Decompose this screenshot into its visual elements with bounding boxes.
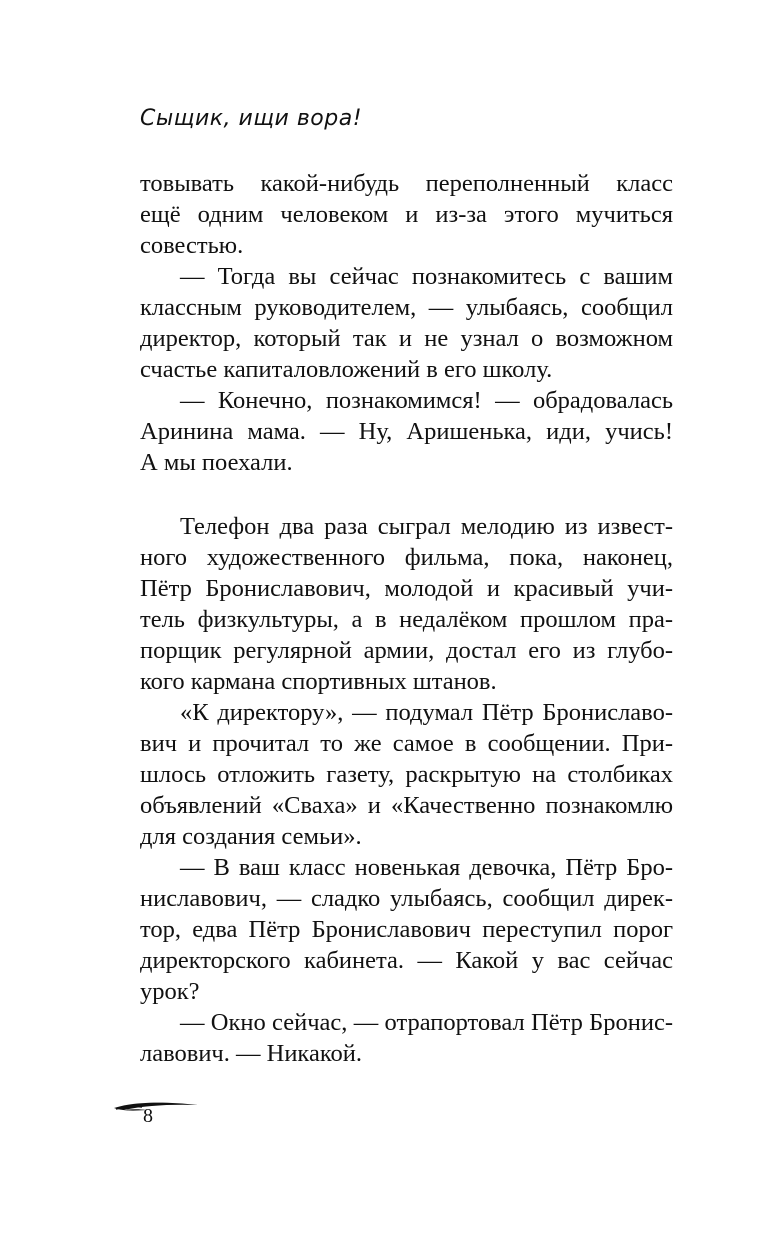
text-line: тор, едва Пётр Брониславович переступил порог	[140, 916, 673, 943]
text-line: директорского кабинета. — Какой у вас сейчас	[140, 947, 673, 974]
text-line: — В ваш класс новенькая девочка, Пётр Бро-	[180, 854, 673, 881]
text-line: лавович. — Никакой.	[140, 1040, 362, 1067]
text-line: товывать какой-нибудь переполненный класс	[140, 170, 673, 197]
text-line: Телефон два раза сыграл мелодию из извест-	[180, 513, 673, 540]
text-line: кого кармана спортивных штанов.	[140, 668, 497, 695]
text-line: ного художественного фильма, пока, наконец,	[140, 544, 673, 571]
text-line: классным руководителем, — улыбаясь, сообщил	[140, 294, 673, 321]
text-line: вич и прочитал то же самое в сообщении. При-	[140, 730, 673, 757]
text-line: «К директору», — подумал Пётр Брониславо-	[180, 699, 673, 726]
text-line: — Конечно, познакомимся! — обрадовалась	[180, 387, 673, 414]
text-line: урок?	[140, 978, 200, 1005]
scene-break	[140, 478, 673, 509]
text-line: шлось отложить газету, раскрытую на столбиках	[140, 761, 673, 788]
text-line: для создания семьи».	[140, 823, 362, 850]
text-line: директор, который так и не узнал о возможном	[140, 325, 673, 352]
text-line: ещё одним человеком и из-за этого мучиться	[140, 201, 673, 228]
text-line: ниславович, — сладко улыбаясь, сообщил дирек-	[140, 885, 673, 912]
text-line: Аринина мама. — Ну, Аришенька, иди, учись!	[140, 418, 673, 445]
page-footer	[112, 1098, 202, 1128]
swoosh-ornament-icon	[112, 1098, 202, 1118]
text-line: счастье капиталовложений в его школу.	[140, 356, 553, 383]
text-line: объявлений «Сваха» и «Качественно познакомлю	[140, 792, 673, 819]
page-number: 8	[143, 1105, 153, 1127]
text-line: тель физкультуры, а в недалёком прошлом пра-	[140, 606, 673, 633]
text-line: А мы поехали.	[140, 449, 293, 476]
text-line: — Окно сейчас, — отрапортовал Пётр Бронис-	[180, 1009, 673, 1036]
text-line: совестью.	[140, 232, 244, 259]
text-line: порщик регулярной армии, достал его из глубо-	[140, 637, 673, 664]
text-line: — Тогда вы сейчас познакомитесь с вашим	[180, 263, 673, 290]
page-body-text	[140, 168, 673, 1069]
running-title: Сыщик, ищи вора!	[140, 106, 363, 131]
text-line: Пётр Брониславович, молодой и красивый учи-	[140, 575, 673, 602]
